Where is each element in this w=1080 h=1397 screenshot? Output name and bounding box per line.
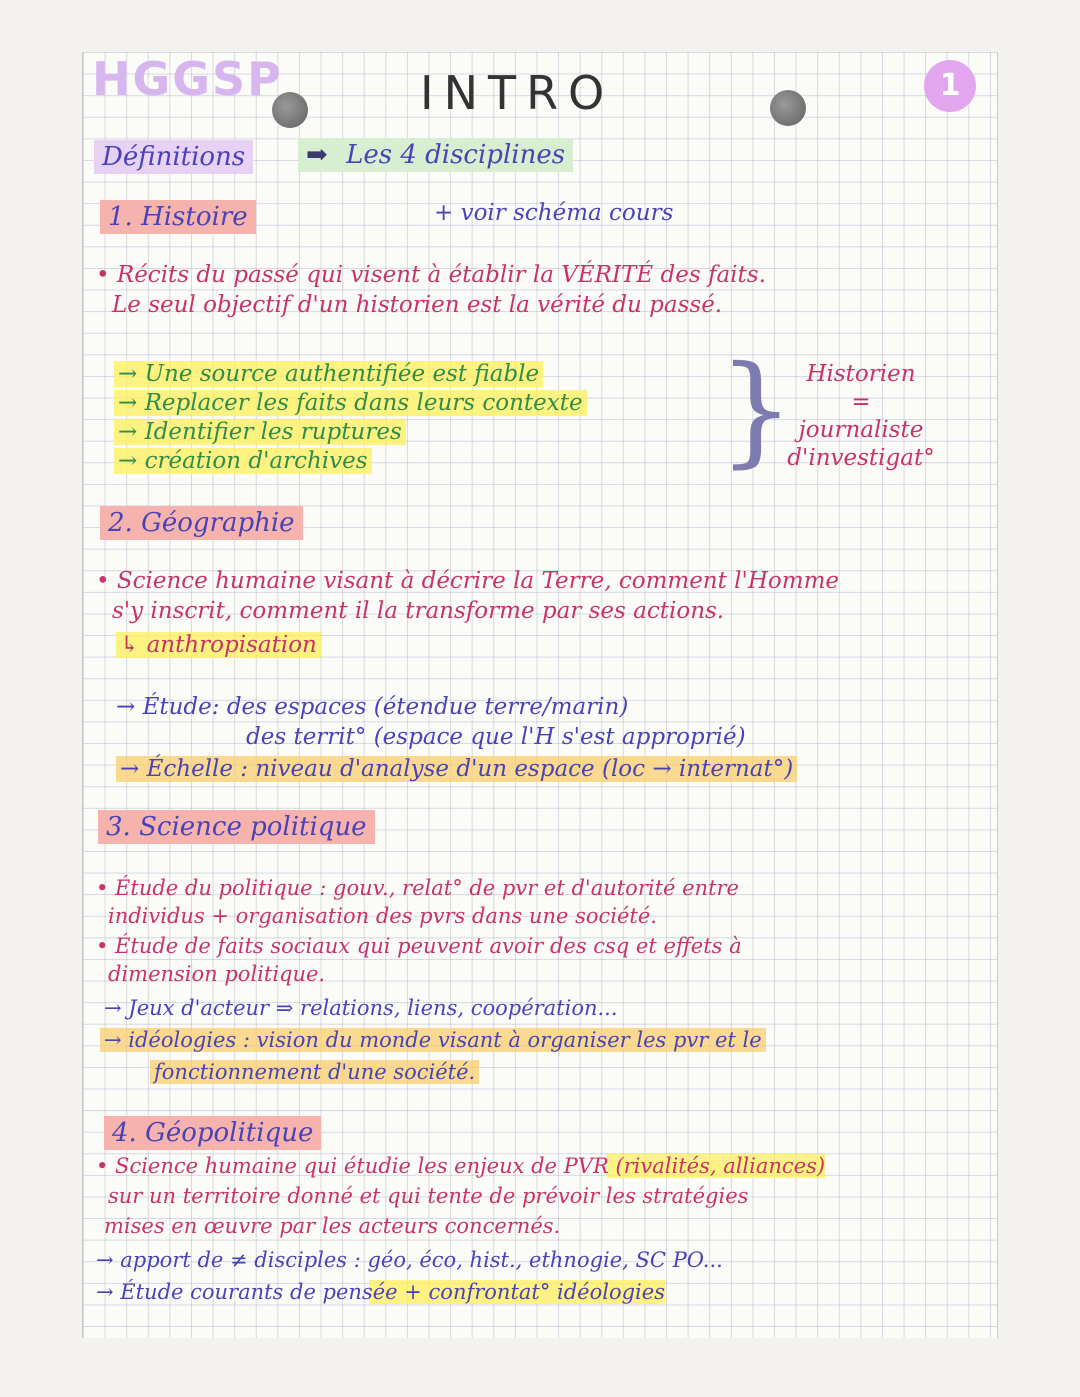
s1-item-1-text: → Une source authentifiée est fiable <box>114 361 543 387</box>
s3-line-3: • Étude de faits sociaux qui peuvent avoir des csq et effets à <box>96 934 742 958</box>
arrow-right-icon: ➡ <box>306 140 328 170</box>
definitions-text: Définitions <box>94 140 253 174</box>
s2-sub <box>116 632 321 658</box>
s1-paragraph-1: • Récits du passé qui visent à établir la VÉRITÉ des faits. <box>96 262 766 288</box>
s1-item-3-text: → Identifier les ruptures <box>114 419 406 445</box>
page-number-badge: 1 <box>924 60 976 112</box>
section-3-heading-text: 3. Science politique <box>98 810 375 844</box>
section-2-heading-text: 2. Géographie <box>100 506 303 540</box>
s4-line-4: → apport de ≠ disciples : géo, éco, hist., ethnogie, SC PO... <box>96 1248 723 1272</box>
definitions-label <box>94 142 253 172</box>
s3-line-1: • Étude du politique : gouv., relat° de pvr et d'autorité entre <box>96 876 739 900</box>
s4-line-1 <box>96 1154 825 1178</box>
section-1-heading-text: 1. Histoire <box>100 200 256 234</box>
section-4-heading-text: 4. Géopolitique <box>104 1116 321 1150</box>
s4-line-3: mises en œuvre par les acteurs concernés. <box>104 1214 561 1238</box>
disciplines-line <box>298 140 573 170</box>
s1-item-1 <box>114 360 587 389</box>
subject-label: HGGSP <box>92 52 283 106</box>
page-title: INTRO <box>420 66 615 120</box>
s2-line-2: des territ° (espace que l'H s'est approprié) <box>246 724 746 750</box>
section-1-heading <box>100 202 256 232</box>
section-4-heading <box>104 1118 321 1148</box>
s1-item-2 <box>114 389 587 418</box>
s2-line-3-text: → Échelle : niveau d'analyse d'un espace (loc → internat°) <box>116 756 797 782</box>
s3-line-6 <box>100 1028 766 1052</box>
side-historien: Historien <box>806 361 916 387</box>
s1-item-4-text: → création d'archives <box>114 448 372 474</box>
section-2-heading <box>100 508 303 538</box>
disciplines-text: Les 4 disciplines <box>346 140 566 170</box>
s4-line-2: sur un territoire donné et qui tente de prévoir les stratégies <box>108 1184 749 1208</box>
s1-item-2-text: → Replacer les faits dans leurs contexte <box>114 390 587 416</box>
brace: } <box>718 341 795 480</box>
s3-line-2: individus + organisation des pvrs dans une société. <box>108 904 657 928</box>
s1-item-3 <box>114 418 587 447</box>
s4-line-5 <box>96 1280 665 1304</box>
punch-hole-right <box>770 90 806 126</box>
s4-line-1-text: • Science humaine qui étudie les enjeux de PVR (rivalités, alliances) <box>96 1154 826 1178</box>
disciplines-highlight <box>298 138 573 172</box>
s3-line-4: dimension politique. <box>108 962 326 986</box>
s1-list <box>114 360 587 476</box>
s3-line-5: → Jeux d'acteur ⇒ relations, liens, coopération... <box>104 996 618 1020</box>
side-equals: = <box>851 389 871 415</box>
side-journaliste: journaliste <box>798 417 924 443</box>
s3-line-6-text: → idéologies : vision du monde visant à organiser les pvr et le <box>100 1028 766 1052</box>
s3-line-7 <box>150 1060 479 1084</box>
s2-line-1: → Étude: des espaces (étendue terre/marin) <box>116 694 629 720</box>
s3-line-7-text: fonctionnement d'une société. <box>150 1060 479 1084</box>
s1-paragraph-2: Le seul objectif d'un historien est la vérité du passé. <box>112 292 723 318</box>
s2-sub-text: ↳ anthropisation <box>116 632 321 658</box>
side-investigation: d'investigat° <box>787 445 935 471</box>
schema-note: + voir schéma cours <box>434 200 674 226</box>
s2-line-3 <box>116 756 797 782</box>
s1-side-note <box>766 360 956 472</box>
s4-line-5-text: → Étude courants de pensée + confrontat° idéologies <box>96 1280 665 1304</box>
section-3-heading <box>98 812 375 842</box>
s1-item-4 <box>114 447 587 476</box>
s2-paragraph-2: s'y inscrit, comment il la transforme par ses actions. <box>112 598 725 624</box>
s2-paragraph-1: • Science humaine visant à décrire la Terre, comment l'Homme <box>96 568 839 594</box>
